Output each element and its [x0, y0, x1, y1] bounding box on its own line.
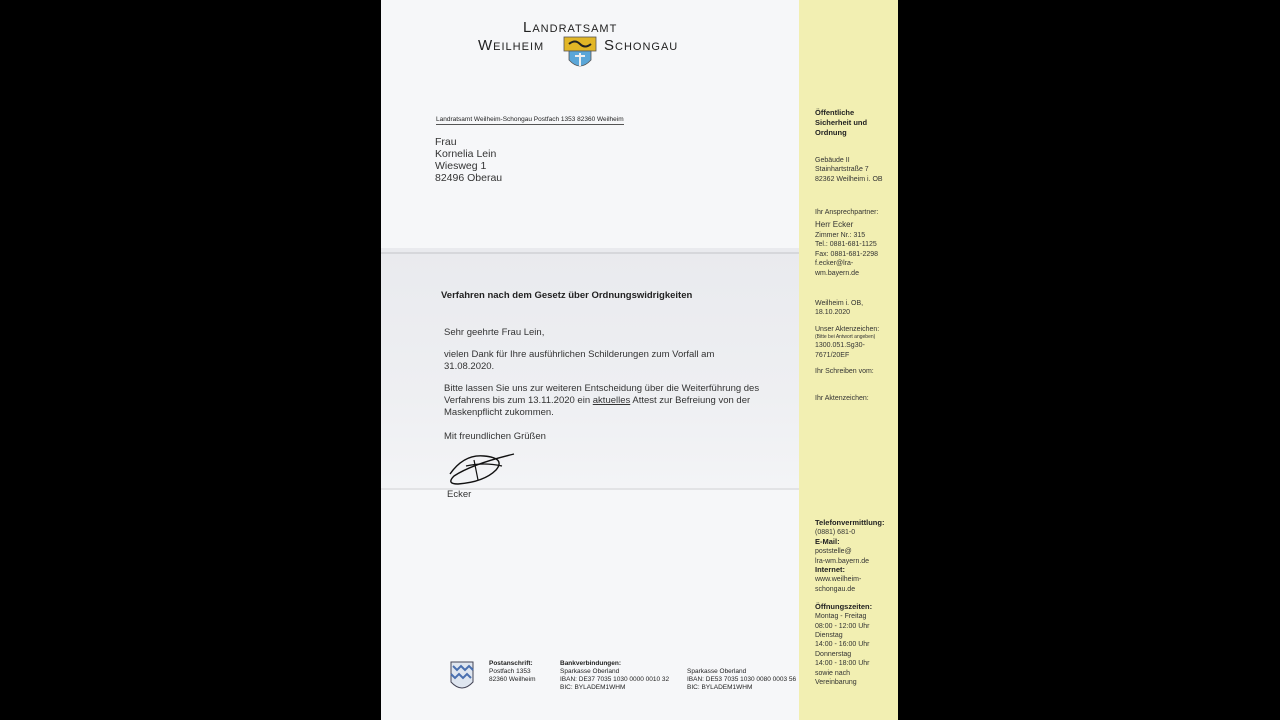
your-reference-label: Ihr Aktenzeichen:: [815, 395, 869, 402]
paragraph-1-line-1: vielen Dank für Ihre ausführlichen Schilderungen zum Vorfall am: [444, 349, 715, 360]
paragraph-2-line-2: Verfahrens bis zum 13.11.2020 ein aktuelles Attest zur Befreiung von der: [444, 395, 751, 406]
contact-details: Herr Ecker Zimmer Nr.: 315 Tel.: 0881-681-1125 Fax: 0881-681-2298 f.ecker@lra- wm.bayern.de: [815, 220, 879, 277]
paragraph-2-line-3: Maskenpflicht zukommen.: [444, 407, 554, 418]
signer-name: Ecker: [447, 489, 472, 500]
reference: Unser Aktenzeichen: (Bitte bei Antwort angeben) 1300.051.Sg30- 7671/20EF: [815, 326, 880, 359]
letter-date: Weilheim i. OB, 18.10.2020: [815, 300, 864, 317]
info-sidebar: [799, 0, 898, 720]
recipient-salutation: Frau: [435, 136, 457, 148]
web-block: Internet: www.weilheim- schongau.de: [815, 565, 862, 593]
return-address: Landratsamt Weilheim-Schongau Postfach 1353 82360 Weilheim: [436, 116, 624, 123]
recipient-name: Kornelia Lein: [435, 148, 497, 160]
department-name: Öffentliche Sicherheit und Ordnung: [815, 108, 868, 138]
postal-address: Postanschrift: Postfach 1353 82360 Weilheim: [489, 660, 536, 683]
email-block: E-Mail: poststelle@ lra-wm.bayern.de: [815, 537, 870, 565]
phone-block: Telefonvermittlung: (0881) 681-0: [815, 518, 885, 537]
letter-subject: Verfahren nach dem Gesetz über Ordnungswidrigkeiten: [441, 290, 693, 301]
bank-details-2: Sparkasse Oberland IBAN: DE53 7035 1030 0080 0003 56 BIC: BYLADEM1WHM: [687, 668, 797, 691]
recipient-city: 82496 Oberau: [435, 172, 503, 184]
building-address: Gebäude II Stainhartstraße 7 82362 Weilheim i. OB: [815, 157, 883, 183]
hours-block: Öffnungszeiten: Montag - Freitag 08:00 - 12:00 Uhr Dienstag 14:00 - 16:00 Uhr Donnerstag 14:00 - 18:00 Uhr sowie nach Vereinbarung: [815, 602, 873, 687]
paragraph-2-line-1: Bitte lassen Sie uns zur weiteren Entscheidung über die Weiterführung des: [444, 383, 760, 394]
letterhead-left: Weilheim: [478, 37, 545, 54]
paragraph-1-line-2: 31.08.2020.: [444, 361, 495, 372]
your-letter-label: Ihr Schreiben vom:: [815, 368, 874, 375]
letterhead-right: Schongau: [604, 37, 679, 54]
letter-closing: Mit freundlichen Grüßen: [444, 431, 546, 442]
recipient-street: Wiesweg 1: [435, 160, 487, 172]
letterhead-top: Landratsamt: [523, 19, 618, 36]
contact-label: Ihr Ansprechpartner:: [815, 209, 879, 216]
signature: [444, 446, 524, 488]
bank-details-1: Bankverbindungen: Sparkasse Oberland IBAN: DE37 7035 1030 0000 0010 32 BIC: BYLADEM1WHM: [560, 660, 670, 691]
bavaria-emblem-icon: [449, 660, 475, 694]
letter-greeting: Sehr geehrte Frau Lein,: [444, 327, 545, 338]
coat-of-arms-icon: [563, 36, 597, 72]
